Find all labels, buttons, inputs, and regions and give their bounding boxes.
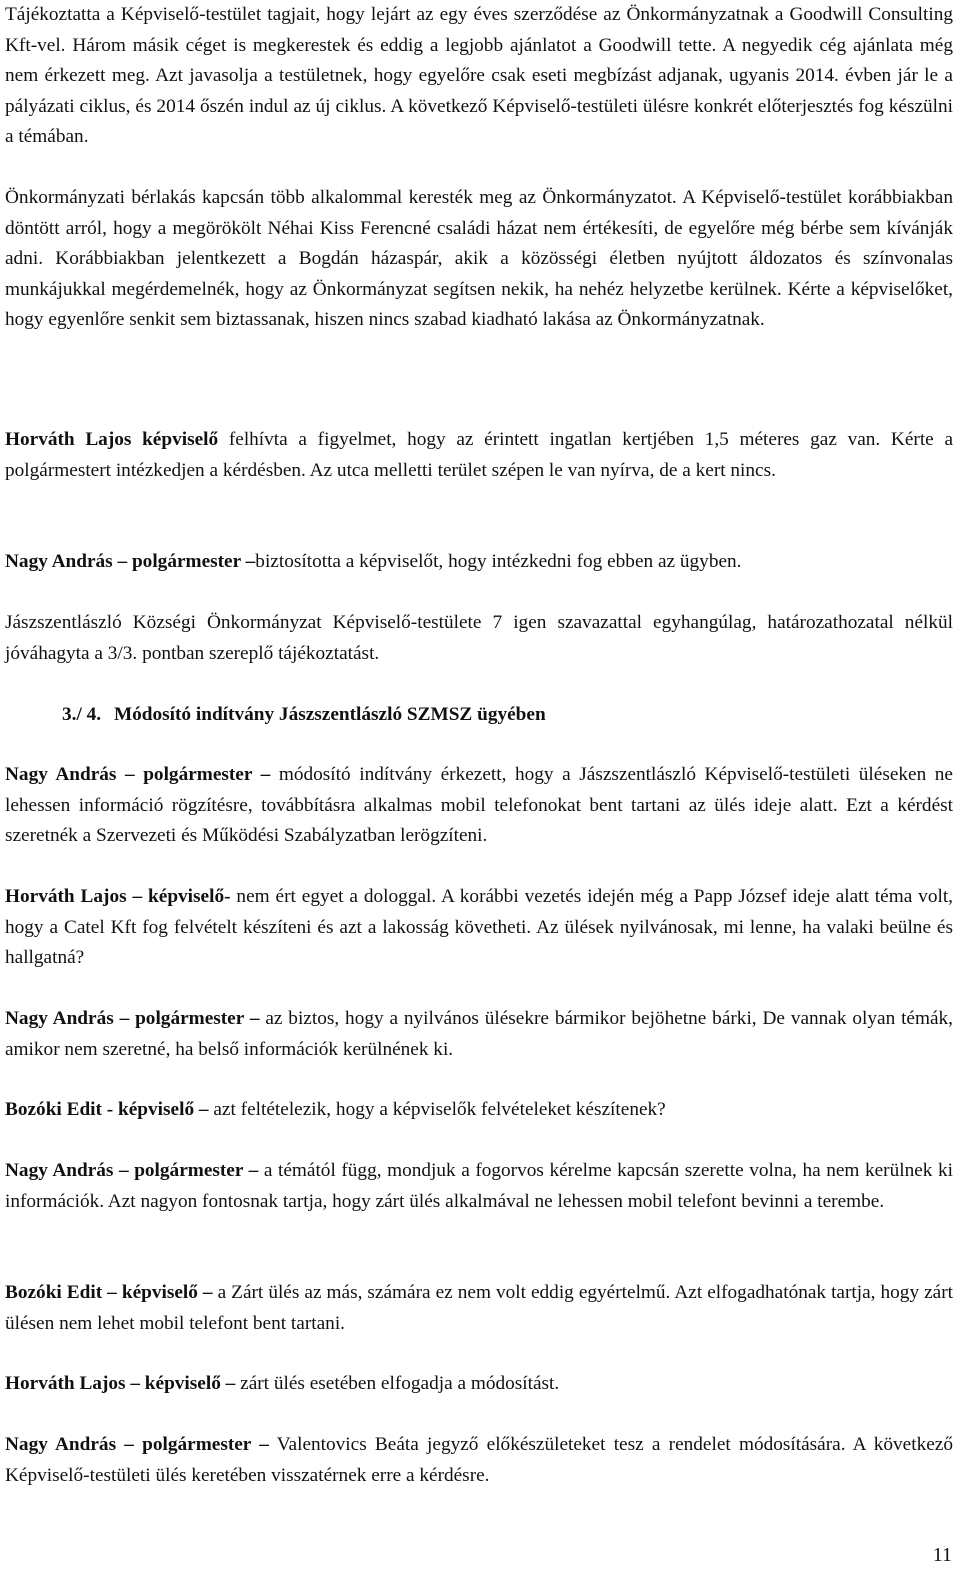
paragraph-text: Valentovics Beáta jegyző előkészületeket tesz a rendelet módosítására. A következő Képviselő-testületi ülés keretében visszatérnek erre a kérdésre.: [5, 1434, 953, 1486]
section-number: 3./ 4.: [62, 704, 102, 725]
speaker-name: Nagy András – polgármester –: [5, 1008, 260, 1029]
paragraph-text: Önkormányzati bérlakás kapcsán több alkalommal keresték meg az Önkormányzatot. A Képviselő-testület korábbiakban döntött arról, hogy a megörökölt Néhai Kiss Ferencné családi házat nem értékesíti, de egyelőre még bérbe sem kívánják adni. Korábbiakban jelentkezett a Bogdán házaspár, akik a közösségi életben nyújtott áldozatos és színvonalas munkájukkal megérdemelnék, hogy az Önkormányzat segítsen nekik, ha nehéz helyzetbe kerülnek. Kérte a képviselőket, hogy egyenlőre senkit sem biztassanak, hiszen nincs szabad kiadható lakása az Önkormányzatnak.: [5, 187, 953, 331]
paragraph-text: zárt ülés esetében elfogadja a módosítást.: [235, 1373, 560, 1394]
paragraph-text: módosító indítvány érkezett, hogy a Jászszentlászló Képviselő-testületi üléseken ne lehessen információ rögzítésre, továbbításra alkalmas mobil telefonokat bent tartani az ülés ideje alatt. Ezt a kérdést szeretnék a Szervezeti és Működési Szabályzatban lerögzíteni.: [5, 764, 953, 847]
paragraph-text: a témától függ, mondjuk a fogorvos kérelme kapcsán szerette volna, ha nem kerülnek ki információk. Azt nagyon fontosnak tartja, hogy zárt ülés alkalmával ne lehessen mobil telefont bevinni a terembe.: [5, 1160, 953, 1212]
speaker-name: Nagy András – polgármester –: [5, 1160, 259, 1181]
speaker-name: Horváth Lajos – képviselő –: [5, 1373, 236, 1394]
paragraph: [5, 760, 953, 852]
paragraph: [5, 547, 953, 578]
paragraph-text: az biztos, hogy a nyilvános ülésekre bármikor bejöhetne bárki, De vannak olyan témák, amikor nem szeretné, ha belső információk kerülnének ki.: [5, 1008, 954, 1060]
paragraph-text: biztosította a képviselőt, hogy intézkedni fog ebben az ügyben.: [255, 551, 742, 572]
speaker-name: Horváth Lajos – képviselő-: [5, 886, 231, 907]
speaker-name: Nagy András – polgármester –: [5, 764, 271, 785]
paragraph: [5, 1004, 953, 1065]
paragraph-text: Tájékoztatta a Képviselő-testület tagjait, hogy lejárt az egy éves szerződése az Önkormányzatnak a Goodwill Consulting Kft-vel. Három másik céget is megkerestek és eddig a legjobb ajánlatot a Goodwill tette. A negyedik cég ajánlata még nem érkezett meg. Azt javasolja a testületnek, hogy egyelőre csak eseti megbízást adjanak, ugyanis 2014. évben jár le a pályázati ciklus, és 2014 őszén indul az új ciklus. A következő Képviselő-testületi ülésre konkrét előterjesztés fog készülni a témában.: [5, 4, 953, 148]
speaker-name: Nagy András – polgármester –: [5, 551, 256, 572]
speaker-name: Horváth Lajos képviselő: [5, 429, 219, 450]
section-title: Módosító indítvány Jászszentlászló SZMSZ ügyében: [113, 704, 546, 725]
paragraph-text: Jászszentlászló Községi Önkormányzat Képviselő-testülete 7 igen szavazattal egyhangúlag, határozathozatal nélkül jóváhagyta a 3/3. pontban szereplő tájékoztatást.: [5, 612, 953, 664]
speaker-name: Nagy András – polgármester –: [5, 1434, 269, 1455]
page-number: 11: [932, 1544, 952, 1566]
paragraph: [5, 1278, 953, 1339]
paragraph: [5, 1156, 953, 1217]
paragraph-text: nem ért egyet a dologgal. A korábbi vezetés idején még a Papp József ideje alatt téma volt, hogy a Catel Kft fog felvételt készíteni és azt a lakosság követheti. Az ülések nyilvánosak, mi lenne, ha valaki beülne és hallgatná?: [5, 886, 953, 969]
paragraph: [5, 1430, 953, 1491]
paragraph: [5, 1369, 953, 1400]
paragraph-text: azt feltételezik, hogy a képviselők felvételeket készítenek?: [208, 1099, 666, 1120]
speaker-name: Bozóki Edit - képviselő –: [5, 1099, 209, 1120]
paragraph: [5, 0, 953, 153]
section-heading: [62, 700, 546, 731]
paragraph: [5, 425, 953, 486]
speaker-name: Bozóki Edit – képviselő –: [5, 1282, 213, 1303]
paragraph: [5, 183, 953, 336]
paragraph: [5, 608, 953, 669]
paragraph: [5, 882, 953, 974]
paragraph: [5, 1095, 953, 1126]
paragraph-text: felhívta a figyelmet, hogy az érintett ingatlan kertjében 1,5 méteres gaz van. Kérte a polgármestert intézkedjen a kérdésben. Az utca melletti terület szépen le van nyírva, de a kert nincs.: [5, 429, 953, 481]
paragraph-text: a Zárt ülés az más, számára ez nem volt eddig egyértelmű. Azt elfogadhatónak tartja, hogy zárt ülésen nem lehet mobil telefont bent tartani.: [5, 1282, 953, 1334]
